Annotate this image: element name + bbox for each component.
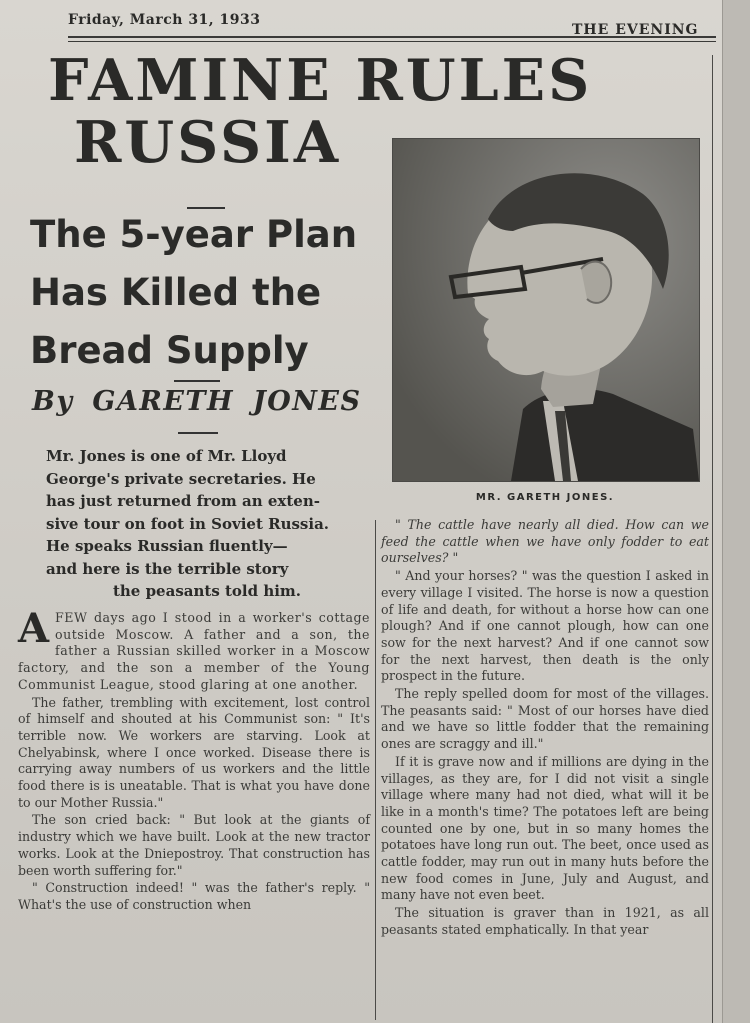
divider-dash (178, 432, 218, 434)
byline: By GARETH JONES (32, 386, 362, 417)
article-paragraph: " The cattle have nearly all died. How can we feed the cattle when we have only fodder to eat ourselves? " (381, 517, 709, 566)
portrait-silhouette (393, 139, 699, 481)
issue-date: Friday, March 31, 1933 (68, 12, 261, 28)
article-paragraph: " Construction indeed! " was the father's reply. " What's the use of construction when (18, 880, 370, 912)
drop-cap: A (18, 605, 50, 652)
intro-line: has just returned from an exten- (46, 492, 320, 510)
article-paragraph: The father, trembling with excitement, lost control of himself and shouted at his Communist son: " It's terrible now. We workers are starving. Look at Chelyabinsk, where I once worked. Disease there is carrying away numbers of us workers and the little food there is is uneatable. That is what you have done to our Mother Russia." (18, 694, 370, 810)
intro-blurb (46, 445, 368, 603)
newspaper-name: THE EVENING (572, 22, 699, 38)
article-paragraph: The situation is graver than in 1921, as all peasants stated emphatically. In that year (381, 905, 709, 937)
headline-line-1: FAMINE RULES (48, 47, 593, 114)
adjacent-page-edge (722, 0, 750, 1023)
article-column-left (18, 605, 370, 915)
column-rule (375, 520, 376, 1020)
masthead-rule-thin (68, 41, 716, 42)
subheadline (30, 206, 380, 380)
intro-line: sive tour on foot in Soviet Russia. (46, 514, 330, 533)
intro-line: and here is the terrible story (46, 559, 289, 578)
article-paragraph: A FEW days ago I stood in a worker's cottage outside Moscow. A father and a son, the father a Russian skilled worker in a Moscow factory, and the son a member of the Young Communist League, stood glaring at one another. (18, 605, 370, 692)
intro-line: He speaks Russian fluently— (46, 537, 288, 555)
headline-line-2: RUSSIA (74, 109, 342, 176)
portrait-photo (392, 138, 700, 482)
article-paragraph: The son cried back: " But look at the giants of industry which we have built. Look at the new tractor works. Look at the Dniepostroy. That construction has been worth suffering for." (18, 812, 370, 878)
subheadline-line-2: Has Killed the (30, 271, 322, 314)
subheadline-line-1: The 5-year Plan (30, 213, 358, 256)
divider-dash (174, 380, 220, 382)
photo-caption: MR. GARETH JONES. (475, 492, 615, 503)
intro-line: the peasants told him. (112, 582, 302, 600)
column-rule-right (712, 55, 713, 1023)
article-paragraph: " And your horses? " was the question I asked in every village I visited. The horse is now a question of life and death, for without a horse how can one plough? And if one cannot plough, how can one sow for the next harvest? And if one cannot sow for the next harvest, then death is the only prospect in the future. (381, 568, 709, 684)
article-paragraph: The reply spelled doom for most of the villages. The peasants said: " Most of our horses have died and we have so little fodder that the remaining ones are scraggy and ill." (381, 686, 709, 752)
article-column-right (381, 517, 709, 940)
intro-line: Mr. Jones is one of Mr. Lloyd (46, 447, 287, 465)
intro-line: George's private secretaries. He (46, 469, 316, 488)
article-paragraph: If it is grave now and if millions are dying in the villages, as they are, for I did not visit a single village where many had not died, what will it be like in a month's time? The potatoes left are being counted one by one, but in so many homes the potatoes have long run out. The beet, once used as cattle fodder, may run out in many huts before the new food comes in June, July and August, and many have not even beet. (381, 753, 709, 903)
subheadline-line-3: Bread Supply (30, 329, 309, 372)
masthead-rule (68, 36, 716, 38)
